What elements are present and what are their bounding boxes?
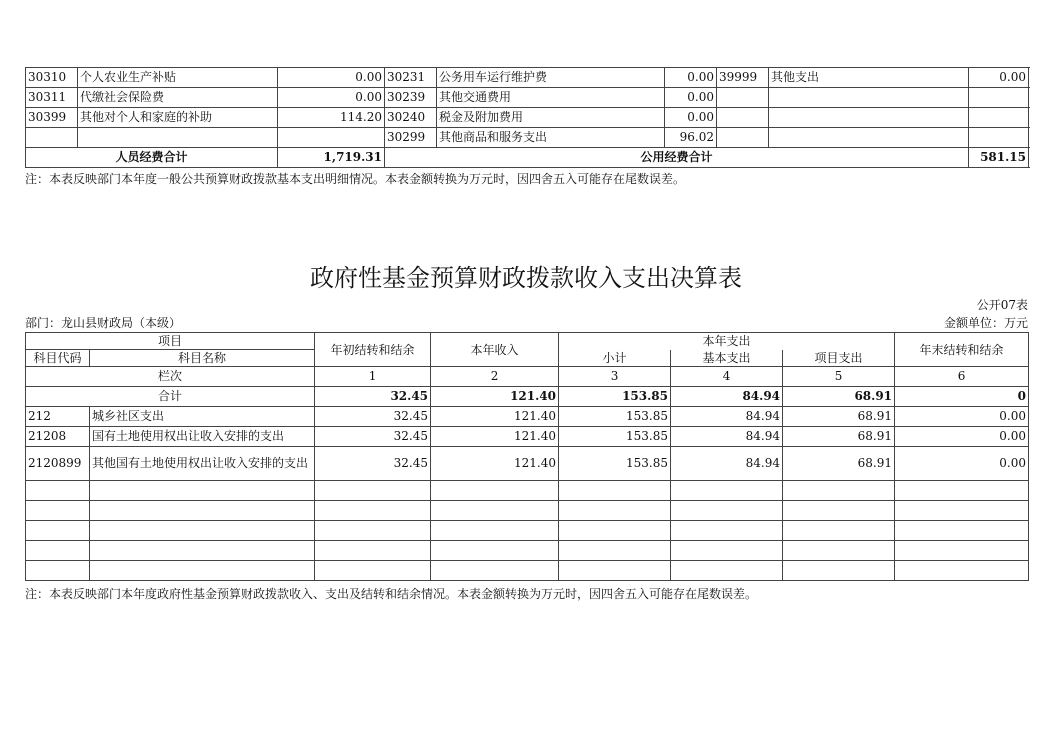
code-cell — [717, 108, 769, 128]
name-cell — [769, 128, 969, 148]
value-cell: 84.94 — [671, 427, 783, 447]
table-row — [26, 88, 1029, 108]
empty-cell — [90, 541, 315, 561]
value-cell: 0.00 — [969, 68, 1029, 88]
name-cell: 城乡社区支出 — [90, 407, 315, 427]
public-total-label: 公用经费合计 — [385, 148, 969, 168]
empty-cell — [895, 541, 1029, 561]
header-opening: 年初结转和结余 — [315, 333, 431, 367]
column-number: 1 — [315, 367, 431, 387]
empty-cell — [783, 501, 895, 521]
value-cell: 0.00 — [665, 88, 717, 108]
value-cell: 121.40 — [431, 447, 559, 481]
empty-row — [26, 481, 1029, 501]
header-subtotal: 小计 — [559, 350, 671, 367]
table-row — [26, 427, 1029, 447]
code-cell: 30240 — [385, 108, 437, 128]
unit-label: 金额单位：万元 — [943, 316, 1028, 330]
empty-cell — [671, 561, 783, 581]
empty-cell — [895, 501, 1029, 521]
table-row — [26, 447, 1029, 481]
name-cell: 其他支出 — [769, 68, 969, 88]
header-name: 科目名称 — [90, 350, 315, 367]
empty-cell — [315, 481, 431, 501]
empty-cell — [559, 541, 671, 561]
name-cell: 个人农业生产补贴 — [78, 68, 278, 88]
value-cell: 153.85 — [559, 427, 671, 447]
code-cell — [717, 88, 769, 108]
value-cell: 68.91 — [783, 427, 895, 447]
total-row — [26, 387, 1029, 407]
empty-cell — [895, 561, 1029, 581]
empty-cell — [26, 501, 90, 521]
code-cell: 30239 — [385, 88, 437, 108]
value-cell: 0.00 — [895, 447, 1029, 481]
form-number: 公开07表 — [976, 298, 1028, 312]
column-number: 6 — [895, 367, 1029, 387]
table1-note: 注：本表反映部门本年度一般公共预算财政拨款基本支出明细情况。本表金额转换为万元时，因四舍五入可能存在尾数误差。 — [25, 172, 686, 186]
header-code: 科目代码 — [26, 350, 90, 367]
empty-cell — [26, 521, 90, 541]
totals-row — [26, 148, 1029, 168]
empty-cell — [783, 561, 895, 581]
empty-cell — [671, 521, 783, 541]
value-cell: 84.94 — [671, 447, 783, 481]
code-cell: 30311 — [26, 88, 78, 108]
empty-cell — [559, 561, 671, 581]
empty-cell — [783, 541, 895, 561]
value-cell: 153.85 — [559, 407, 671, 427]
empty-cell — [783, 521, 895, 541]
column-number-row — [26, 367, 1029, 387]
code-cell: 30299 — [385, 128, 437, 148]
table-row — [26, 407, 1029, 427]
value-cell — [969, 128, 1029, 148]
name-cell: 国有土地使用权出让收入安排的支出 — [90, 427, 315, 447]
empty-row — [26, 561, 1029, 581]
page-title: 政府性基金预算财政拨款收入支出决算表 — [310, 264, 742, 292]
header-project: 项目支出 — [783, 350, 895, 367]
total-value: 84.94 — [671, 387, 783, 407]
empty-cell — [26, 541, 90, 561]
code-cell — [26, 128, 78, 148]
header-basic: 基本支出 — [671, 350, 783, 367]
table-row — [26, 108, 1029, 128]
empty-row — [26, 501, 1029, 521]
name-cell — [769, 108, 969, 128]
column-number: 4 — [671, 367, 783, 387]
empty-cell — [26, 481, 90, 501]
table-row — [26, 68, 1029, 88]
code-cell: 212 — [26, 407, 90, 427]
fund-budget-table — [25, 332, 1029, 581]
empty-cell — [315, 521, 431, 541]
column-label: 栏次 — [26, 367, 315, 387]
column-number: 5 — [783, 367, 895, 387]
basic-expenditure-table — [25, 67, 1029, 168]
value-cell — [278, 128, 385, 148]
code-cell: 2120899 — [26, 447, 90, 481]
empty-cell — [559, 481, 671, 501]
value-cell: 68.91 — [783, 407, 895, 427]
empty-cell — [671, 501, 783, 521]
empty-cell — [90, 501, 315, 521]
header-closing: 年末结转和结余 — [895, 333, 1029, 367]
code-cell: 21208 — [26, 427, 90, 447]
empty-cell — [90, 521, 315, 541]
empty-cell — [315, 561, 431, 581]
empty-cell — [895, 521, 1029, 541]
name-cell — [78, 128, 278, 148]
total-label: 合计 — [26, 387, 315, 407]
code-cell: 30399 — [26, 108, 78, 128]
code-cell — [717, 128, 769, 148]
empty-cell — [431, 521, 559, 541]
name-cell: 代缴社会保险费 — [78, 88, 278, 108]
value-cell: 68.91 — [783, 447, 895, 481]
name-cell: 公务用车运行维护费 — [437, 68, 665, 88]
department-label: 部门：龙山县财政局（本级） — [25, 316, 182, 330]
header-expense: 本年支出 — [559, 333, 895, 350]
total-value: 32.45 — [315, 387, 431, 407]
empty-cell — [26, 561, 90, 581]
value-cell: 0.00 — [278, 68, 385, 88]
value-cell: 121.40 — [431, 407, 559, 427]
value-cell: 32.45 — [315, 447, 431, 481]
public-total-value: 581.15 — [969, 148, 1029, 168]
empty-cell — [559, 501, 671, 521]
value-cell — [969, 108, 1029, 128]
empty-row — [26, 521, 1029, 541]
empty-cell — [431, 561, 559, 581]
name-cell: 其他商品和服务支出 — [437, 128, 665, 148]
name-cell: 其他交通费用 — [437, 88, 665, 108]
table-row — [26, 128, 1029, 148]
name-cell: 税金及附加费用 — [437, 108, 665, 128]
total-value: 121.40 — [431, 387, 559, 407]
name-cell: 其他国有土地使用权出让收入安排的支出 — [90, 447, 315, 481]
value-cell: 96.02 — [665, 128, 717, 148]
column-number: 3 — [559, 367, 671, 387]
column-number: 2 — [431, 367, 559, 387]
empty-cell — [895, 481, 1029, 501]
value-cell: 84.94 — [671, 407, 783, 427]
table2-note: 注：本表反映部门本年度政府性基金预算财政拨款收入、支出及结转和结余情况。本表金额转换为万元时，因四舍五入可能存在尾数误差。 — [25, 587, 758, 601]
total-value: 68.91 — [783, 387, 895, 407]
empty-cell — [90, 561, 315, 581]
value-cell: 153.85 — [559, 447, 671, 481]
empty-cell — [671, 481, 783, 501]
header-income: 本年收入 — [431, 333, 559, 367]
total-value: 153.85 — [559, 387, 671, 407]
personnel-total-label: 人员经费合计 — [26, 148, 278, 168]
empty-cell — [431, 481, 559, 501]
empty-cell — [671, 541, 783, 561]
empty-cell — [315, 541, 431, 561]
value-cell: 0.00 — [895, 427, 1029, 447]
empty-row — [26, 541, 1029, 561]
empty-cell — [431, 541, 559, 561]
value-cell — [969, 88, 1029, 108]
value-cell: 0.00 — [665, 68, 717, 88]
empty-cell — [315, 501, 431, 521]
code-cell: 39999 — [717, 68, 769, 88]
value-cell: 0.00 — [278, 88, 385, 108]
total-value: 0 — [895, 387, 1029, 407]
value-cell: 32.45 — [315, 427, 431, 447]
empty-cell — [431, 501, 559, 521]
value-cell: 114.20 — [278, 108, 385, 128]
value-cell: 0.00 — [895, 407, 1029, 427]
personnel-total-value: 1,719.31 — [278, 148, 385, 168]
value-cell: 0.00 — [665, 108, 717, 128]
value-cell: 32.45 — [315, 407, 431, 427]
header-item: 项目 — [26, 333, 315, 350]
name-cell: 其他对个人和家庭的补助 — [78, 108, 278, 128]
code-cell: 30231 — [385, 68, 437, 88]
value-cell: 121.40 — [431, 427, 559, 447]
empty-cell — [783, 481, 895, 501]
empty-cell — [559, 521, 671, 541]
name-cell — [769, 88, 969, 108]
empty-cell — [90, 481, 315, 501]
code-cell: 30310 — [26, 68, 78, 88]
